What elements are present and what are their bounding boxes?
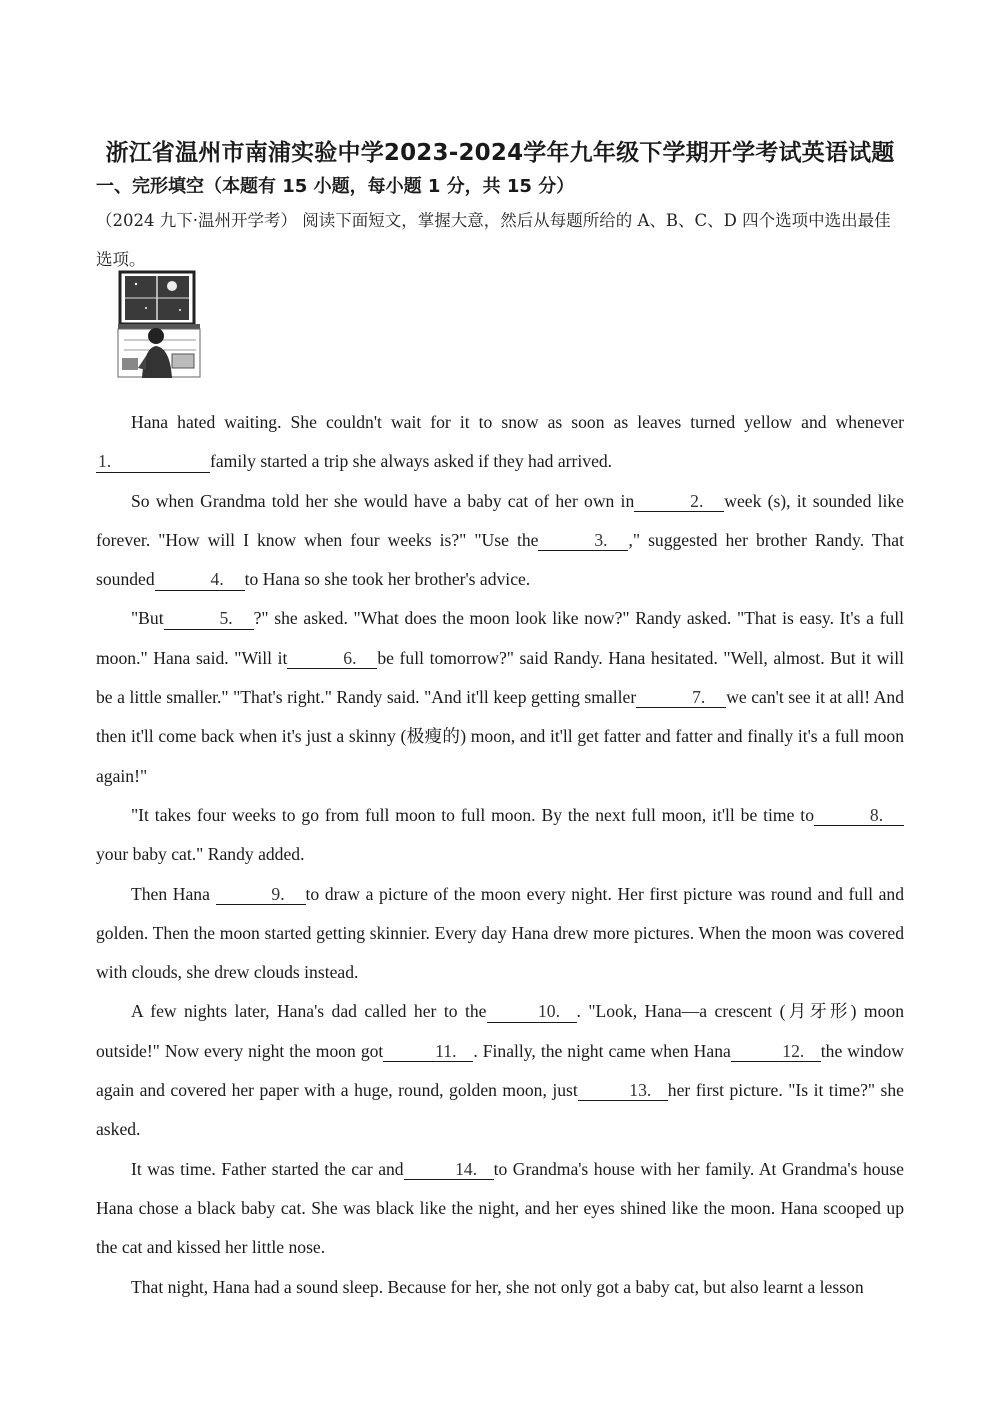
blank-13[interactable]: 13.: [578, 1081, 668, 1101]
blank-4[interactable]: 4.: [155, 570, 245, 590]
paragraph: Then Hana 9. to draw a picture of the moon every night. Her first picture was round and full and golden. Then the moon started getting skinnier. Every day Hana drew more pictures. When the moon was covered with clouds, she drew clouds instead.: [96, 883, 904, 983]
paragraph: Hana hated waiting. She couldn't wait for it to snow as soon as leaves turned yellow and whenever 1. family started a trip she always asked if they had arrived.: [98, 412, 904, 472]
blank-10[interactable]: 10.: [487, 1002, 577, 1022]
section-heading: 一、完形填空（本题有 15 小题，每小题 1 分，共 15 分）: [96, 176, 575, 197]
blank-9[interactable]: 9.: [216, 885, 306, 905]
illustration-girl-at-window-icon: [116, 270, 202, 378]
paragraph: It was time. Father started the car and 14. to Grandma's house with her family. At Grandma's house Hana chose a black baby cat. She was black like the night, and her eyes shined like the moon. Hana scooped up the cat and kissed her little nose.: [96, 1158, 904, 1258]
blank-14[interactable]: 14.: [404, 1160, 494, 1180]
blank-6[interactable]: 6.: [287, 649, 377, 669]
blank-7[interactable]: 7.: [636, 688, 726, 708]
paragraph: That night, Hana had a sound sleep. Because for her, she not only got a baby cat, but also learnt a lesson: [131, 1276, 864, 1297]
paragraph: A few nights later, Hana's dad called her to the 10. . "Look, Hana—a crescent (月牙形) moon outside!" Now every night the moon got 11. . Finally, the night came when Hana 12. the window again and covered her paper with a huge, round, golden moon, just 13. her first picture. "Is it time?" she asked.: [96, 1001, 904, 1140]
blank-11[interactable]: 11.: [383, 1042, 473, 1062]
blank-5[interactable]: 5.: [164, 609, 254, 629]
paragraph: "It takes four weeks to go from full moon to full moon. By the next full moon, it'll be time to 8.your baby cat." Randy added.: [96, 796, 904, 875]
paragraph: So when Grandma told her she would have a baby cat of her own in 2. week (s), it sounded like forever. "How will I know when four weeks is?" "Use the 3. ," suggested her brother Randy. That sounded 4. to Hana so she took her brother's advice.: [96, 490, 904, 590]
blank-3[interactable]: 3.: [538, 531, 628, 551]
cloze-passage: [96, 403, 904, 1307]
paragraph: "But 5. ?" she asked. "What does the moon look like now?" Randy asked. "That is easy. It's a full moon." Hana said. "Will it 6. be full tomorrow?" said Randy. Hana hesitated. "Well, almost. But it will be a little smaller." "That's right." Randy said. "And it'll keep getting smaller 7. we can't see it at all! And then it'll come back when it's just a skinny (极瘦的) moon, and it'll get fatter and fatter and finally it's a full moon again!": [96, 608, 904, 786]
blank-1[interactable]: 1.: [96, 452, 210, 472]
blank-12[interactable]: 12.: [731, 1042, 821, 1062]
instructions: （2024 九下·温州开学考） 阅读下面短文，掌握大意，然后从每题所给的 A、B、C、D 四个选项中选出最佳选项。: [96, 211, 891, 269]
exam-title: 浙江省温州市南浦实验中学2023-2024学年九年级下学期开学考试英语试题: [105, 140, 895, 166]
blank-8[interactable]: 8.: [814, 806, 904, 826]
blank-2[interactable]: 2.: [634, 492, 724, 512]
